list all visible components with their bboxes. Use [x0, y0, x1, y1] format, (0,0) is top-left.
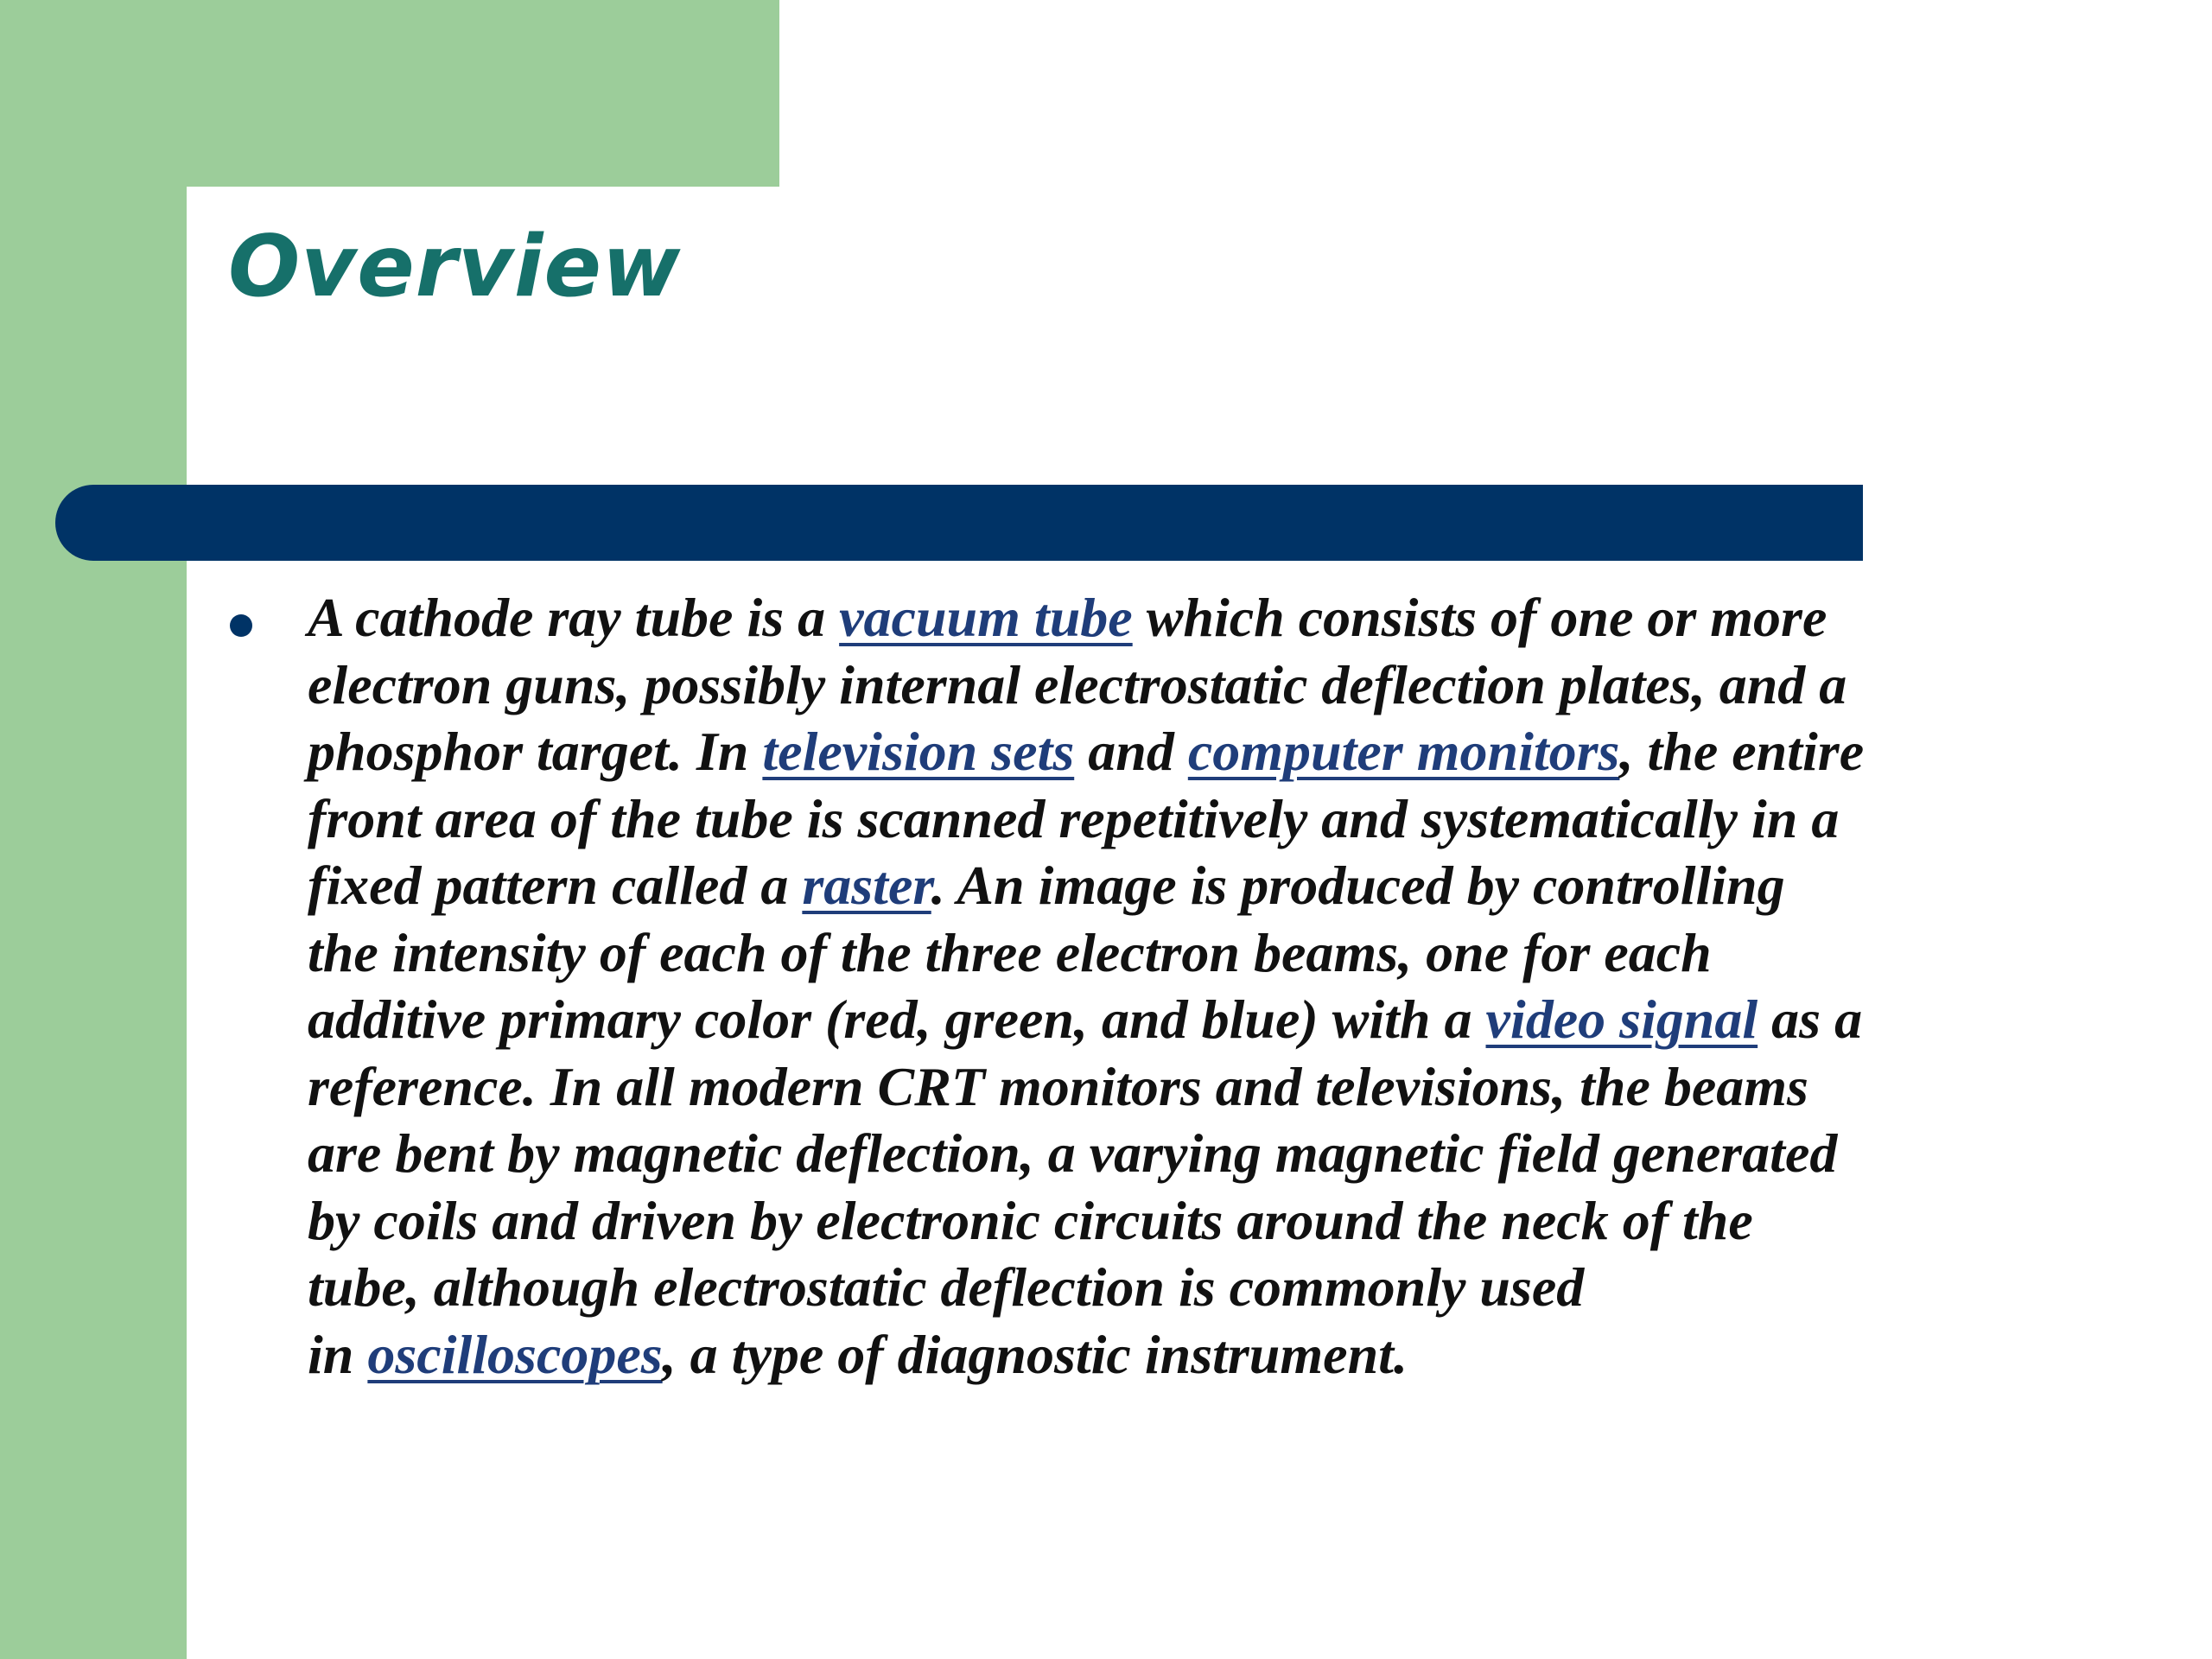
bullet-dot-icon: [230, 614, 252, 637]
link-vacuum-tube[interactable]: vacuum tube: [839, 587, 1133, 648]
text-segment: reference. In all modern CRT monitors and televisions, the beams: [308, 1055, 1808, 1117]
text-segment: in: [308, 1323, 368, 1385]
slide-title: Overview: [228, 218, 682, 316]
text-line: [308, 1187, 2093, 1255]
text-segment: , a type of diagnostic instrument.: [662, 1323, 1408, 1385]
link-oscilloscopes[interactable]: oscilloscopes: [367, 1323, 663, 1385]
text-segment: the intensity of each of the three electron beams, one for each: [308, 921, 1712, 983]
text-line: [308, 1254, 2093, 1321]
text-line: [308, 852, 2093, 919]
text-segment: which consists of one or more: [1132, 587, 1827, 648]
title-divider-bar: [55, 485, 1863, 561]
text-line: [308, 584, 2093, 652]
link-raster[interactable]: raster: [802, 855, 931, 916]
text-segment: phosphor target. In: [308, 721, 763, 782]
text-line: [308, 718, 2093, 785]
text-line: [308, 785, 2093, 853]
green-side-band: [0, 0, 187, 1659]
text-segment: front area of the tube is scanned repetitively and systematically in a: [308, 787, 1840, 849]
text-segment: . An image is produced by controlling: [931, 855, 1785, 916]
text-segment: tube, although electrostatic deflection is commonly used: [308, 1256, 1585, 1318]
text-segment: are bent by magnetic deflection, a varying magnetic field generated: [308, 1122, 1838, 1184]
text-line: [308, 986, 2093, 1053]
link-television-sets[interactable]: television sets: [762, 721, 1075, 782]
bullet-list: [226, 584, 2093, 1388]
text-segment: fixed pattern called a: [308, 855, 803, 916]
text-segment: additive primary color (red, green, and blue) with a: [308, 988, 1486, 1050]
bullet-text: [308, 584, 2093, 1388]
bullet-item: [226, 584, 2093, 1388]
link-computer-monitors[interactable]: computer monitors: [1187, 721, 1620, 782]
text-line: [308, 652, 2093, 719]
text-line: [308, 1120, 2093, 1187]
text-segment: electron guns, possibly internal electrostatic deflection plates, and a: [308, 653, 1847, 715]
text-line: [308, 919, 2093, 987]
text-segment: as a: [1758, 988, 1863, 1050]
text-segment: , the entire: [1619, 721, 1865, 782]
text-segment: by coils and driven by electronic circuits around the neck of the: [308, 1189, 1753, 1251]
text-segment: A cathode ray tube is a: [308, 587, 840, 648]
text-line: [308, 1053, 2093, 1121]
text-line: [308, 1321, 2093, 1389]
text-segment: and: [1074, 721, 1188, 782]
link-video-signal[interactable]: video signal: [1485, 988, 1758, 1050]
